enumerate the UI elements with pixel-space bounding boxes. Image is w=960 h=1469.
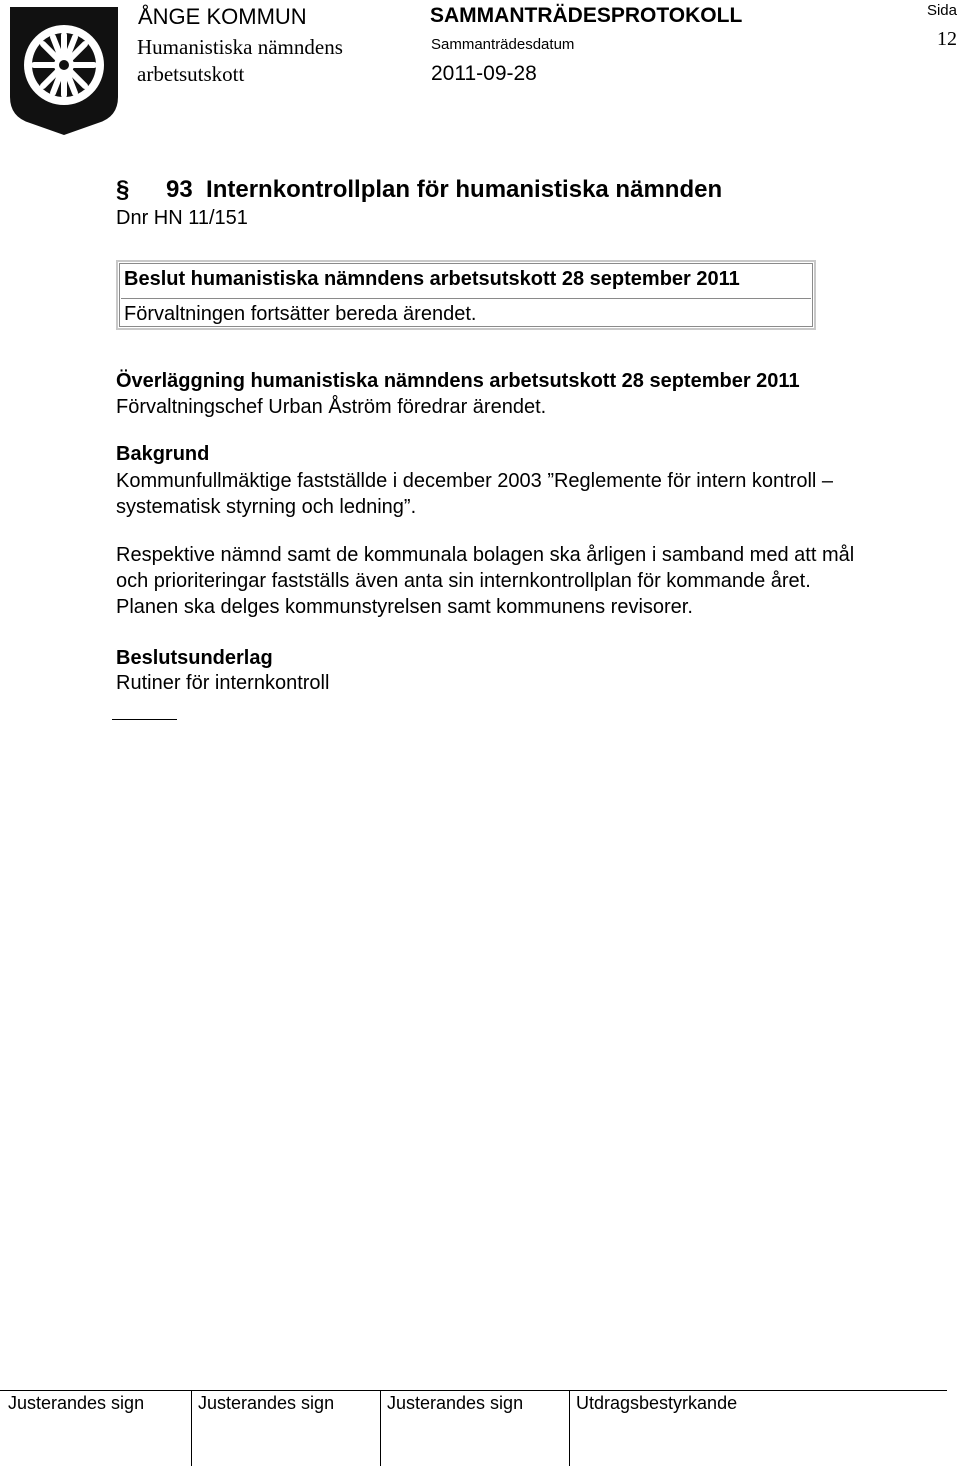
certification-field-label: Utdragsbestyrkande <box>576 1393 738 1413</box>
meeting-date: 2011-09-28 <box>431 62 537 85</box>
background-heading: Bakgrund <box>116 443 210 465</box>
background-line: systematisk styrning och ledning”. <box>116 496 417 518</box>
footer-rule <box>0 1390 947 1391</box>
page-number: 12 <box>937 28 957 50</box>
page-label: Sida <box>926 2 957 19</box>
deliberation-heading: Överläggning humanistiska nämndens arbetsutskott 28 september 2011 <box>116 370 800 392</box>
signature-divider <box>191 1390 192 1466</box>
decision-divider <box>121 298 811 299</box>
separator-rule <box>112 719 177 720</box>
coat-of-arms-icon <box>8 5 120 137</box>
basis-heading: Beslutsunderlag <box>116 647 273 669</box>
case-number: Dnr HN 11/151 <box>116 207 248 229</box>
signature-divider <box>569 1390 570 1466</box>
board-name: Humanistiska nämndens <box>137 35 343 59</box>
section-title: Internkontrollplan för humanistiska nämnden <box>206 176 723 203</box>
decision-text: Förvaltningen fortsätter bereda ärendet. <box>124 303 477 325</box>
signature-field-label: Justerandes sign <box>387 1393 524 1413</box>
signature-field-label: Justerandes sign <box>8 1393 145 1413</box>
municipality-name: ÅNGE KOMMUN <box>138 4 307 29</box>
background-paragraph-line: Planen ska delges kommunstyrelsen samt kommunens revisorer. <box>116 596 693 618</box>
decision-box <box>116 260 816 330</box>
section-heading <box>116 176 722 204</box>
decision-heading: Beslut humanistiska nämndens arbetsutskott 28 september 2011 <box>124 268 740 290</box>
deliberation-text: Förvaltningschef Urban Åström föredrar ärendet. <box>116 396 547 418</box>
section-symbol: § <box>116 176 130 203</box>
protocol-title: SAMMANTRÄDESPROTOKOLL <box>430 4 743 27</box>
committee-name: arbetsutskott <box>137 62 245 86</box>
meeting-date-label: Sammanträdesdatum <box>431 36 575 53</box>
signature-field-label: Justerandes sign <box>198 1393 335 1413</box>
background-paragraph-line: Respektive nämnd samt de kommunala bolagen ska årligen i samband med att mål <box>116 544 855 566</box>
basis-item: Rutiner för internkontroll <box>116 672 330 694</box>
background-paragraph-line: och prioriteringar fastställs även anta sin internkontrollplan för kommande året. <box>116 570 811 592</box>
section-number: 93 <box>166 176 193 203</box>
background-line: Kommunfullmäktige fastställde i december 2003 ”Reglemente för intern kontroll – <box>116 470 834 492</box>
signature-divider <box>380 1390 381 1466</box>
